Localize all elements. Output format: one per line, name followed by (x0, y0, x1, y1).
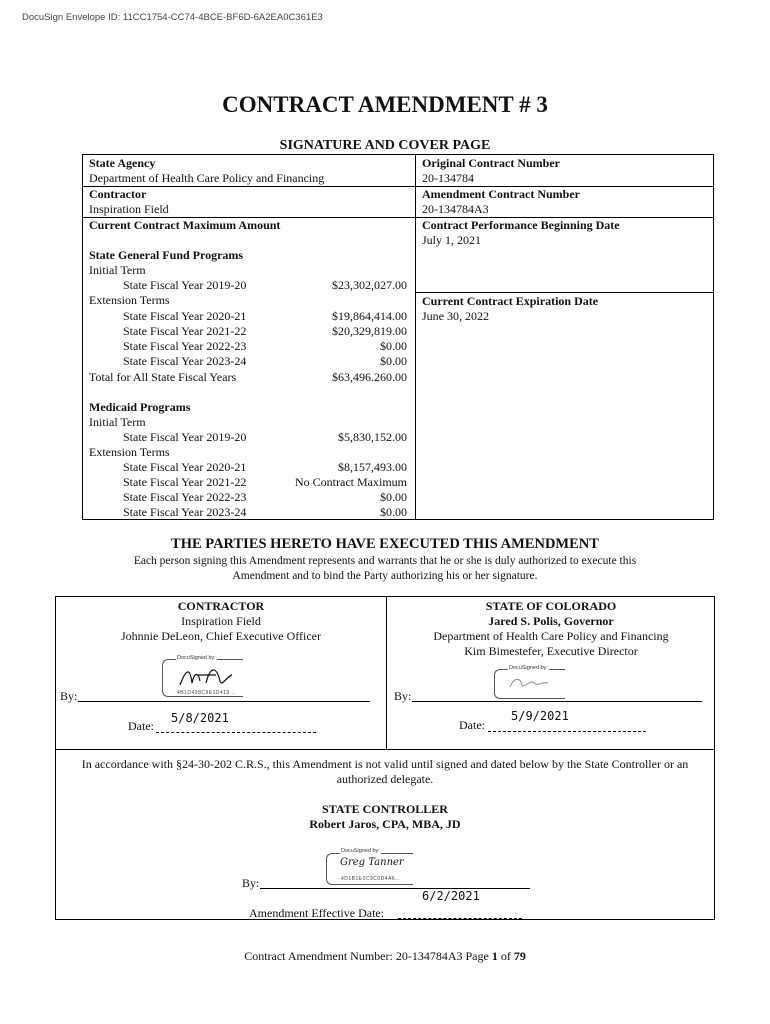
state-date-line[interactable] (488, 730, 646, 732)
general-extension-terms: Extension Terms (89, 293, 170, 307)
footer-page-number: 1 (491, 949, 498, 963)
amendment-number-label: Amendment Contract Number (422, 187, 580, 201)
medicaid-extension-terms: Extension Terms (89, 445, 170, 459)
state-agency-value: Department of Health Care Policy and Financing (89, 171, 325, 185)
fiscal-year-label: State Fiscal Year 2023-24 (123, 354, 247, 368)
execution-heading: THE PARTIES HERETO HAVE EXECUTED THIS AMENDMENT (171, 536, 599, 552)
controller-by-label: By: (242, 876, 260, 890)
contractor-date-label: Date: (128, 719, 154, 733)
execution-statement (90, 554, 680, 584)
fiscal-year-label: State Fiscal Year 2020-21 (123, 309, 247, 323)
contractor-heading: CONTRACTOR (177, 599, 265, 613)
footer-text: Contract Amendment Number: 20-134784A3 Page (244, 949, 489, 963)
controller-signature: Greg Tanner (340, 857, 404, 868)
medicaid-heading: Medicaid Programs (89, 400, 191, 414)
state-by-label: By: (394, 689, 412, 703)
state-director: Kim Bimestefer, Executive Director (464, 644, 638, 658)
docusigned-label: DocuSigned by: (509, 665, 548, 671)
controller-heading: STATE CONTROLLER (322, 802, 448, 816)
controller-notice (56, 757, 714, 787)
fiscal-year-label: State Fiscal Year 2021-22 (123, 475, 247, 489)
general-total-amount: $63,496.260.00 (332, 370, 407, 384)
fiscal-year-amount: $19,864,414.00 (332, 309, 407, 323)
fiscal-year-amount: $5,830,152.00 (338, 430, 407, 444)
medicaid-initial-term: Initial Term (89, 415, 146, 429)
fiscal-year-amount: No Contract Maximum (295, 475, 407, 489)
general-fund-heading: State General Fund Programs (89, 248, 244, 262)
signature-divider-horizontal (56, 749, 714, 750)
fiscal-year-amount: $0.00 (380, 505, 407, 519)
fiscal-year-amount: $8,157,493.00 (338, 460, 407, 474)
contractor-date-value: 5/8/2021 (171, 711, 229, 725)
docusigned-label: DocuSigned by: (341, 848, 380, 854)
contractor-signature (176, 663, 236, 691)
fiscal-year-amount: $23,302,027.00 (332, 278, 407, 292)
general-initial-term: Initial Term (89, 263, 146, 277)
effective-date-value: 6/2/2021 (422, 889, 480, 903)
contractor-signature-line[interactable] (78, 701, 370, 702)
cover-divider-vertical (415, 155, 416, 519)
execution-line: Amendment and to bind the Party authorizing his or her signature. (232, 570, 538, 582)
amendment-number-value: 20-134784A3 (422, 202, 489, 216)
execution-line: Each person signing this Amendment represents and warrants that he or she is duly authorized to execute this (133, 555, 637, 567)
state-signature (504, 673, 554, 693)
document-title: CONTRACT AMENDMENT # 3 (222, 92, 548, 117)
controller-notice-line: authorized delegate. (336, 772, 434, 786)
cover-divider-right (415, 292, 713, 293)
envelope-id: DocuSign Envelope ID: 11CC1754-CC74-4BCE-BF6D-6A2EA0C361E3 (22, 12, 323, 23)
max-amount-label: Current Contract Maximum Amount (89, 218, 281, 232)
controller-notice-line: In accordance with §24-30-202 C.R.S., this Amendment is not valid until signed and dated below by the State Controller or an (81, 757, 689, 771)
footer-page-total: 79 (513, 949, 526, 963)
state-date-value: 5/9/2021 (511, 709, 569, 723)
document-subtitle: SIGNATURE AND COVER PAGE (279, 138, 491, 153)
original-number-value: 20-134784 (422, 171, 474, 185)
cover-table (82, 154, 714, 520)
performance-date-value: July 1, 2021 (422, 233, 482, 247)
state-governor: Jared S. Polis, Governor (488, 614, 614, 628)
effective-date-label: Amendment Effective Date: (249, 906, 385, 920)
state-date-label: Date: (459, 718, 485, 732)
fiscal-year-label: State Fiscal Year 2022-23 (123, 339, 247, 353)
fiscal-year-amount: $0.00 (380, 339, 407, 353)
contractor-by-label: By: (60, 689, 78, 703)
footer-of: of (500, 949, 511, 963)
fiscal-year-label: State Fiscal Year 2021-22 (123, 324, 247, 338)
docusigned-label: DocuSigned by: (177, 655, 216, 661)
expiration-date-label: Current Contract Expiration Date (422, 294, 599, 308)
expiration-date-value: June 30, 2022 (422, 309, 489, 323)
fiscal-year-amount: $0.00 (380, 354, 407, 368)
fiscal-year-label: State Fiscal Year 2019-20 (123, 278, 247, 292)
original-number-label: Original Contract Number (422, 156, 560, 170)
contractor-name: Inspiration Field (181, 614, 261, 628)
fiscal-year-label: State Fiscal Year 2019-20 (123, 430, 247, 444)
performance-date-label: Contract Performance Beginning Date (422, 218, 620, 232)
signature-box (55, 596, 715, 920)
state-heading: STATE OF COLORADO (485, 599, 617, 613)
contractor-date-line[interactable] (156, 731, 316, 733)
controller-name: Robert Jaros, CPA, MBA, JD (309, 817, 461, 831)
effective-date-line[interactable] (398, 917, 522, 919)
contractor-signer: Johnnie DeLeon, Chief Executive Officer (120, 629, 322, 643)
contractor-value: Inspiration Field (89, 202, 169, 216)
fiscal-year-label: State Fiscal Year 2023-24 (123, 505, 247, 519)
state-signature-line[interactable] (412, 701, 702, 702)
state-department: Department of Health Care Policy and Financing (433, 629, 669, 643)
fiscal-year-label: State Fiscal Year 2022-23 (123, 490, 247, 504)
contractor-label: Contractor (89, 187, 147, 201)
fiscal-year-label: State Fiscal Year 2020-21 (123, 460, 247, 474)
fiscal-year-amount: $20,329,819.00 (332, 324, 407, 338)
page-footer (0, 949, 770, 964)
signature-id: 4B1D498C9E1D419... (177, 690, 236, 696)
controller-signature-line[interactable] (260, 888, 530, 889)
signature-id: 4D1B1E0C9C0D4A6... (341, 876, 401, 882)
general-total-label: Total for All State Fiscal Years (89, 370, 237, 384)
state-agency-label: State Agency (89, 156, 156, 170)
fiscal-year-amount: $0.00 (380, 490, 407, 504)
